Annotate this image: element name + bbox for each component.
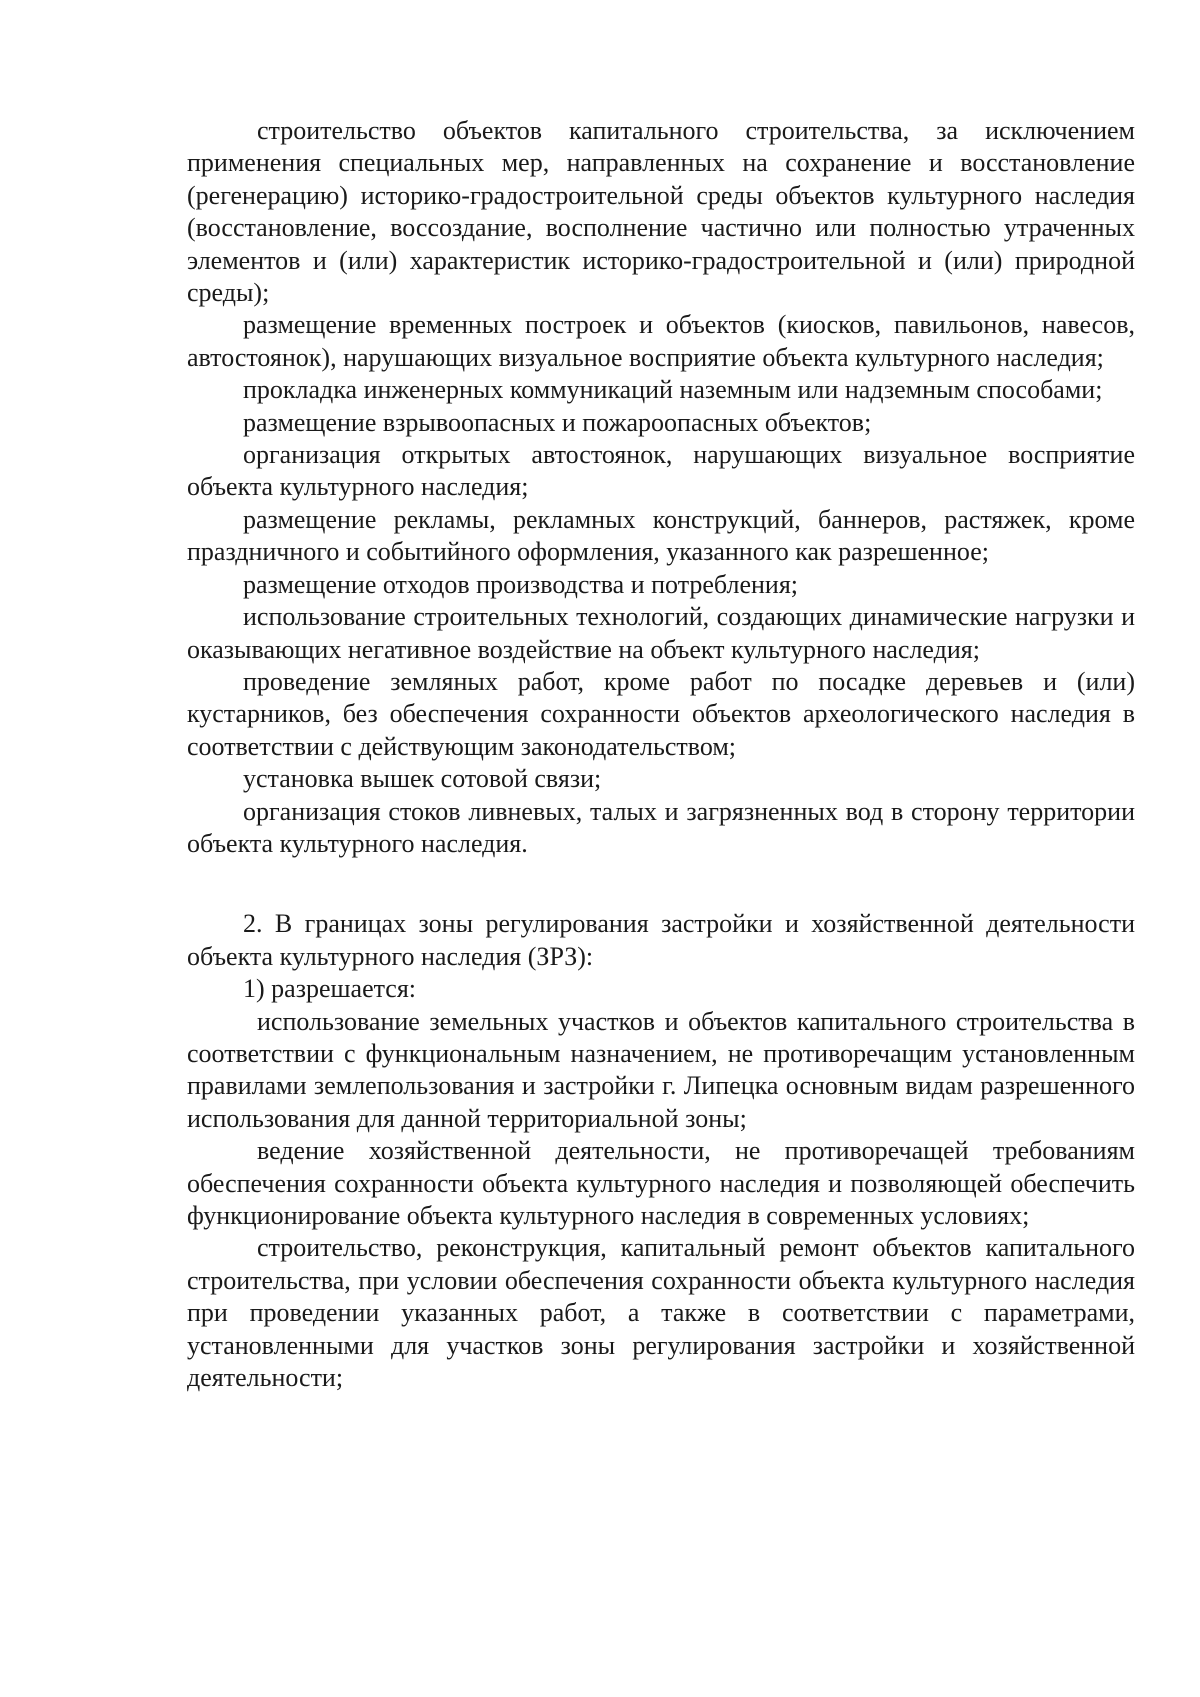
paragraph-temporary-structures: размещение временных построек и объектов (киосков, павильонов, навесов, автостоянок), нарушающих визуальное восприятие объекта культурного наследия;	[187, 310, 1135, 372]
paragraph-construction-ban: строительство объектов капитального строительства, за исключением применения специальных мер, направленных на сохранение и восстановление (регенерацию) историко-градостроительной среды объектов культурного наследия (восстановление, воссоздание, восполнение частично или полностью утраченных элементов и (или) характеристик историко-градостроительной и (или) природной среды);	[187, 116, 1135, 308]
paragraph-land-use: использование земельных участков и объектов капитального строительства в соответствии с функциональным назначением, не противоречащим установленным правилами землепользования и застройки г. Липецка основным видам разрешенного использования для данной территориальной зоны;	[187, 1006, 1135, 1133]
paragraph-reconstruction: строительство, реконструкция, капитальный ремонт объектов капитального строительства, при условии обеспечения сохранности объекта культурного наследия при проведении указанных работ, а также в соответствии с параметрами, установленными для участков зоны регулирования застройки и хозяйственной деятельности;	[187, 1233, 1135, 1393]
section-gap	[187, 860, 1135, 908]
paragraph-parking: организация открытых автостоянок, нарушающих визуальное восприятие объекта культурного наследия;	[187, 440, 1135, 502]
paragraph-economic-activity: ведение хозяйственной деятельности, не противоречащей требованиям обеспечения сохранности объекта культурного наследия и позволяющей обеспечить функционирование объекта культурного наследия в современных условиях;	[187, 1136, 1135, 1230]
paragraph-waste: размещение отходов производства и потребления;	[243, 569, 799, 599]
paragraph-utilities: прокладка инженерных коммуникаций наземным или надземным способами;	[243, 375, 1103, 405]
section-heading-zrz: 2. В границах зоны регулирования застройки и хозяйственной деятельности объекта культурного наследия (ЗРЗ):	[187, 909, 1135, 971]
paragraph-cell-towers: установка вышек сотовой связи;	[243, 764, 602, 794]
paragraph-advertising: размещение рекламы, рекламных конструкций, баннеров, растяжек, кроме праздничного и событийного оформления, указанного как разрешенное;	[187, 504, 1135, 567]
paragraph-hazardous-objects: размещение взрывоопасных и пожароопасных объектов;	[243, 407, 872, 437]
paragraph-construction-tech: использование строительных технологий, создающих динамические нагрузки и оказывающих негативное воздействие на объект культурного наследия;	[187, 602, 1135, 664]
document-page	[187, 115, 1135, 1394]
subsection-allowed: 1) разрешается:	[243, 974, 417, 1004]
paragraph-drainage: организация стоков ливневых, талых и загрязненных вод в сторону территории объекта культурного наследия.	[187, 796, 1135, 858]
paragraph-earthworks: проведение земляных работ, кроме работ по посадке деревьев и (или) кустарников, без обеспечения сохранности объектов археологического наследия в соответствии с действующим законодательством;	[187, 666, 1135, 761]
